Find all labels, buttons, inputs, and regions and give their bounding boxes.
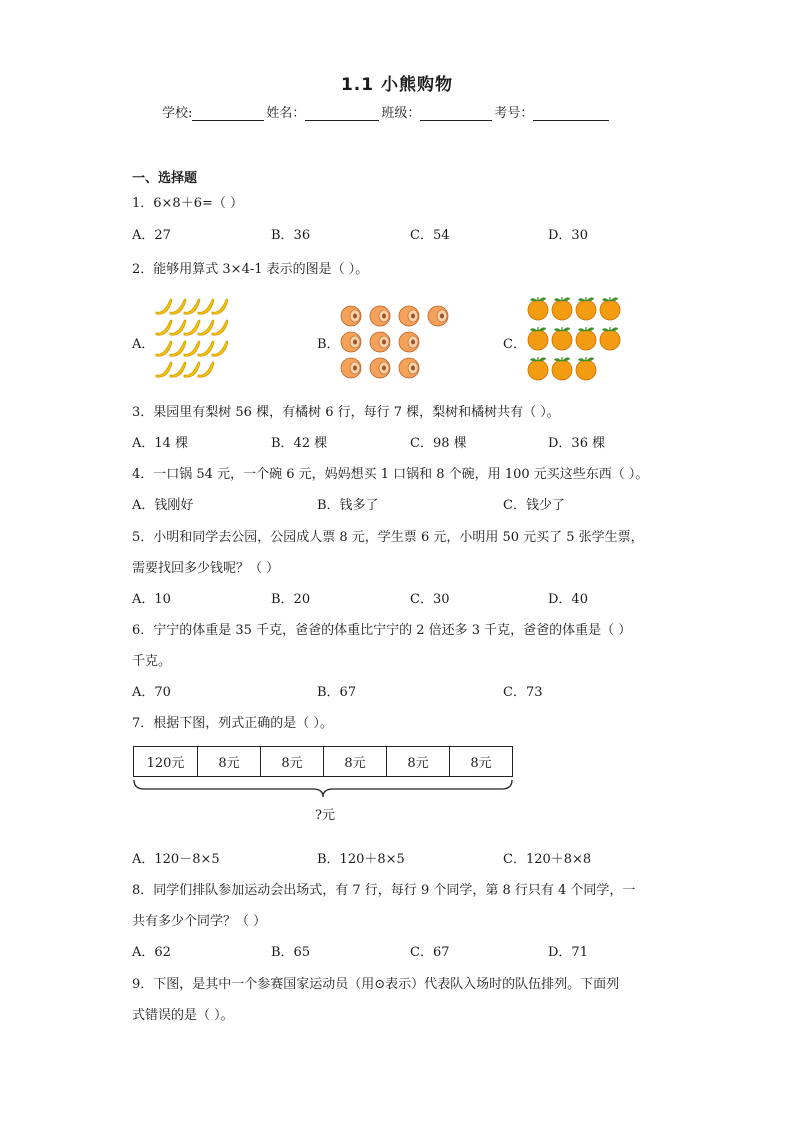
option-c[interactable]: C．30 [410,592,450,607]
option-b[interactable]: B．钱多了 [317,498,379,513]
question-1-stem: 1．6×8＋6=（ ） [132,196,244,211]
question-1-options [132,224,732,242]
section-heading: 一、选择题 [132,171,198,186]
question-9-stem-line1: 9．下图，是其中一个参赛国家运动员（用⊙表示）代表队入场时的队伍排列。下面列 [132,977,620,992]
question-9-stem-line2: 式错误的是（ ）。 [132,1008,234,1023]
option-c[interactable]: C．73 [503,685,543,700]
tape-cell: 8元 [198,747,261,776]
class-field[interactable] [420,106,492,121]
question-5-stem-line1: 5．小明和同学去公园，公园成人票 8 元，学生票 6 元，小明用 50 元买了 5 张学生票， [132,530,644,545]
total-brace [130,778,516,800]
option-c[interactable]: C．67 [410,945,450,960]
question-6-options [132,681,732,699]
option-b[interactable]: B．67 [317,685,357,700]
option-b[interactable]: B．65 [271,945,311,960]
banana-icon [156,299,228,377]
option-a[interactable]: A．钱刚好 [132,498,194,513]
question-7-stem: 7．根据下图，列式正确的是（ ）。 [132,716,333,731]
option-c[interactable]: C． [503,337,526,352]
option-c[interactable]: C．54 [410,228,450,243]
option-a[interactable]: A．70 [132,685,171,700]
question-4-options [132,494,732,512]
option-c[interactable]: C．120＋8×8 [503,852,592,867]
question-6-stem-line2: 千克。 [132,654,172,669]
option-b[interactable]: B．36 [271,228,311,243]
question-5-options [132,588,732,606]
tape-diagram [133,746,513,777]
peach-figure [340,302,452,380]
option-d[interactable]: D．71 [548,945,588,960]
question-4-stem: 4．一口锅 54 元，一个碗 6 元，妈妈想买 1 口锅和 8 个碗，用 100 元买这些东西（ ）。 [132,467,649,482]
option-b[interactable]: B． [317,337,340,352]
banana-figure [154,298,228,384]
option-d[interactable]: D．40 [548,592,588,607]
question-3-options [132,432,732,450]
option-b[interactable]: B．42 棵 [271,436,328,451]
tape-cell: 120元 [134,747,198,776]
option-c[interactable]: C．98 棵 [410,436,467,451]
tape-cell: 8元 [387,747,450,776]
option-b[interactable]: B．120＋8×5 [317,852,405,867]
question-6-stem-line1: 6．宁宁的体重是 35 千克，爸爸的体重比宁宁的 2 倍还多 3 千克，爸爸的体重是（ ） [132,623,632,638]
student-info-row [162,102,611,121]
total-label: ?元 [315,808,335,823]
question-8-stem-line2: 共有多少个同学？（ ） [132,914,267,929]
orange-figure [527,294,627,386]
option-b[interactable]: B．20 [271,592,311,607]
question-5-stem-line2: 需要找回多少钱呢？（ ） [132,561,280,576]
peach-icon [341,306,448,378]
page-title: 1.1 小熊购物 [340,75,454,95]
option-a[interactable]: A．10 [132,592,171,607]
option-a[interactable]: A．62 [132,945,171,960]
option-c[interactable]: C．钱少了 [503,498,565,513]
exam-no-label: 考号： [494,106,534,121]
name-label: 姓名： [266,106,306,121]
option-d[interactable]: D．36 棵 [548,436,606,451]
tape-cell: 8元 [450,747,513,776]
name-field[interactable] [305,106,379,121]
option-a[interactable]: A． [132,337,155,352]
question-8-stem-line1: 8．同学们排队参加运动会出场式，有 7 行，每行 9 个同学，第 8 行只有 4 个同学，一 [132,883,636,898]
tape-cell: 8元 [261,747,324,776]
class-label: 班级： [381,106,421,121]
option-a[interactable]: A．27 [132,228,171,243]
school-field[interactable] [192,106,264,121]
tape-cell: 8元 [324,747,387,776]
exam-no-field[interactable] [533,106,609,121]
option-a[interactable]: A．120－8×5 [132,852,220,867]
orange-icon [528,297,620,380]
question-2-stem: 2．能够用算式 3×4-1 表示的图是（ ）。 [132,262,369,277]
question-3-stem: 3．果园里有梨树 56 棵，有橘树 6 行，每行 7 棵，梨树和橘树共有（ ）。 [132,405,560,420]
option-d[interactable]: D．30 [548,228,588,243]
question-7-options [132,848,732,866]
option-a[interactable]: A．14 棵 [132,436,189,451]
school-label: 学校: [162,106,193,121]
question-8-options [132,941,732,959]
